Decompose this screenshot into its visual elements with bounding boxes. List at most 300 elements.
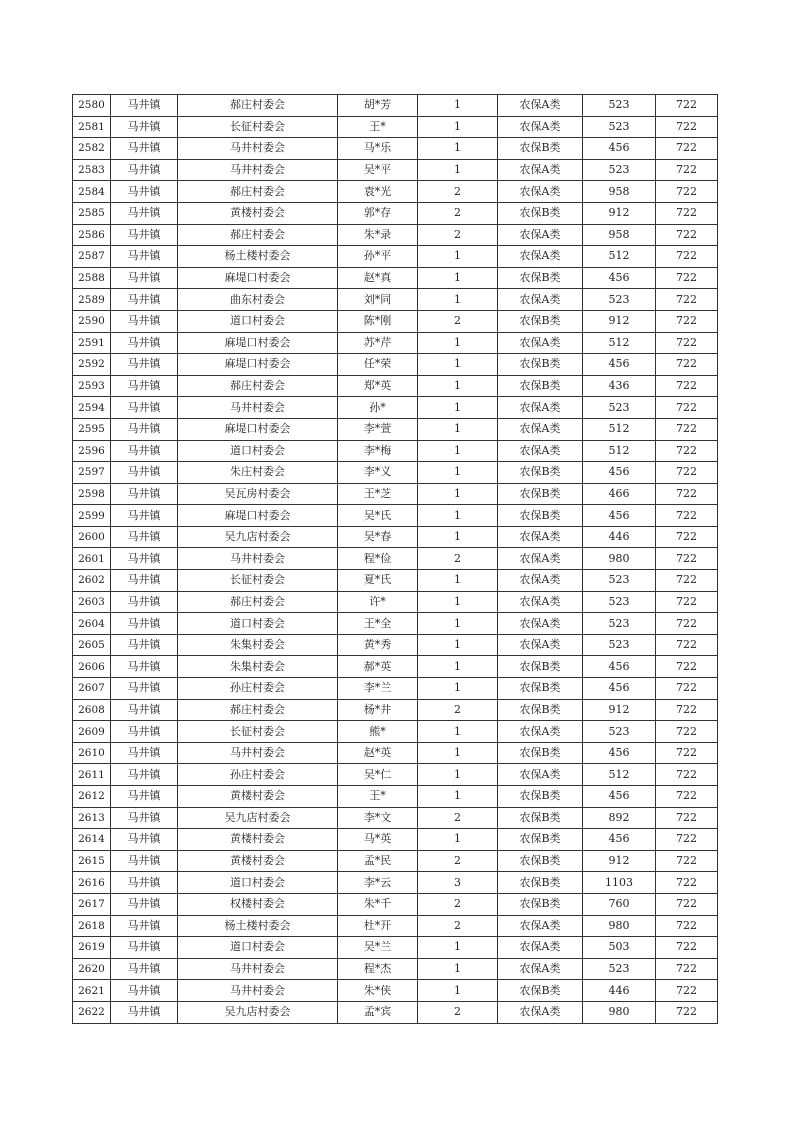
cell-insurance-category: 农保B类	[498, 699, 583, 721]
cell-name: 朱*侠	[338, 980, 418, 1002]
cell-standard: 722	[656, 893, 718, 915]
cell-amount: 912	[583, 699, 656, 721]
cell-town: 马井镇	[111, 181, 178, 203]
table-row	[73, 634, 718, 656]
cell-household-size: 1	[418, 634, 498, 656]
cell-town: 马井镇	[111, 980, 178, 1002]
cell-household-size: 2	[418, 893, 498, 915]
cell-amount: 512	[583, 440, 656, 462]
table-row	[73, 332, 718, 354]
cell-village-committee: 道口村委会	[178, 872, 338, 894]
cell-name: 刘*同	[338, 289, 418, 311]
cell-name: 杜*开	[338, 915, 418, 937]
cell-town: 马井镇	[111, 678, 178, 700]
cell-village-committee: 长征村委会	[178, 116, 338, 138]
cell-standard: 722	[656, 138, 718, 160]
cell-amount: 456	[583, 742, 656, 764]
cell-village-committee: 麻堤口村委会	[178, 505, 338, 527]
cell-insurance-category: 农保B类	[498, 202, 583, 224]
cell-standard: 722	[656, 1001, 718, 1023]
cell-standard: 722	[656, 958, 718, 980]
table-row	[73, 656, 718, 678]
cell-insurance-category: 农保A类	[498, 116, 583, 138]
cell-amount: 523	[583, 397, 656, 419]
cell-town: 马井镇	[111, 418, 178, 440]
cell-amount: 523	[583, 570, 656, 592]
cell-town: 马井镇	[111, 289, 178, 311]
cell-insurance-category: 农保A类	[498, 289, 583, 311]
table-body	[73, 95, 718, 1024]
cell-row-number: 2604	[73, 613, 111, 635]
cell-village-committee: 马井村委会	[178, 397, 338, 419]
cell-amount: 512	[583, 332, 656, 354]
cell-standard: 722	[656, 678, 718, 700]
cell-village-committee: 黄楼村委会	[178, 850, 338, 872]
cell-town: 马井镇	[111, 202, 178, 224]
cell-household-size: 2	[418, 181, 498, 203]
table-row	[73, 202, 718, 224]
cell-village-committee: 郝庄村委会	[178, 591, 338, 613]
cell-row-number: 2610	[73, 742, 111, 764]
cell-amount: 958	[583, 181, 656, 203]
cell-household-size: 1	[418, 656, 498, 678]
cell-row-number: 2621	[73, 980, 111, 1002]
cell-standard: 722	[656, 786, 718, 808]
cell-amount: 523	[583, 591, 656, 613]
cell-name: 赵*英	[338, 742, 418, 764]
cell-insurance-category: 农保B类	[498, 505, 583, 527]
cell-name: 苏*芹	[338, 332, 418, 354]
cell-insurance-category: 农保B类	[498, 138, 583, 160]
cell-town: 马井镇	[111, 634, 178, 656]
cell-insurance-category: 农保A类	[498, 440, 583, 462]
cell-standard: 722	[656, 872, 718, 894]
cell-amount: 523	[583, 95, 656, 117]
cell-town: 马井镇	[111, 721, 178, 743]
cell-village-committee: 权楼村委会	[178, 893, 338, 915]
cell-standard: 722	[656, 440, 718, 462]
cell-amount: 456	[583, 505, 656, 527]
cell-row-number: 2594	[73, 397, 111, 419]
cell-standard: 722	[656, 570, 718, 592]
cell-insurance-category: 农保B类	[498, 656, 583, 678]
table-row	[73, 591, 718, 613]
cell-insurance-category: 农保B类	[498, 354, 583, 376]
cell-village-committee: 麻堤口村委会	[178, 267, 338, 289]
cell-town: 马井镇	[111, 375, 178, 397]
cell-amount: 958	[583, 224, 656, 246]
cell-village-committee: 马井村委会	[178, 958, 338, 980]
cell-standard: 722	[656, 548, 718, 570]
cell-amount: 503	[583, 937, 656, 959]
cell-row-number: 2608	[73, 699, 111, 721]
cell-row-number: 2589	[73, 289, 111, 311]
cell-standard: 722	[656, 613, 718, 635]
table-row	[73, 440, 718, 462]
table-row	[73, 721, 718, 743]
cell-name: 李*云	[338, 872, 418, 894]
cell-name: 孟*宾	[338, 1001, 418, 1023]
cell-town: 马井镇	[111, 1001, 178, 1023]
table-row	[73, 289, 718, 311]
cell-amount: 512	[583, 246, 656, 268]
cell-row-number: 2592	[73, 354, 111, 376]
cell-standard: 722	[656, 202, 718, 224]
cell-row-number: 2611	[73, 764, 111, 786]
table-row	[73, 570, 718, 592]
cell-amount: 912	[583, 310, 656, 332]
cell-standard: 722	[656, 699, 718, 721]
table-row	[73, 613, 718, 635]
cell-amount: 456	[583, 354, 656, 376]
cell-village-committee: 长征村委会	[178, 721, 338, 743]
cell-row-number: 2605	[73, 634, 111, 656]
cell-standard: 722	[656, 980, 718, 1002]
cell-amount: 912	[583, 202, 656, 224]
cell-row-number: 2622	[73, 1001, 111, 1023]
cell-town: 马井镇	[111, 872, 178, 894]
cell-village-committee: 马井村委会	[178, 742, 338, 764]
cell-name: 孟*民	[338, 850, 418, 872]
cell-household-size: 1	[418, 267, 498, 289]
cell-amount: 456	[583, 829, 656, 851]
cell-standard: 722	[656, 462, 718, 484]
cell-town: 马井镇	[111, 591, 178, 613]
table-row	[73, 786, 718, 808]
cell-amount: 466	[583, 483, 656, 505]
cell-household-size: 1	[418, 332, 498, 354]
cell-insurance-category: 农保A类	[498, 332, 583, 354]
cell-household-size: 1	[418, 483, 498, 505]
cell-standard: 722	[656, 246, 718, 268]
cell-row-number: 2617	[73, 893, 111, 915]
cell-household-size: 2	[418, 310, 498, 332]
cell-amount: 523	[583, 289, 656, 311]
cell-household-size: 1	[418, 95, 498, 117]
table-row	[73, 138, 718, 160]
cell-name: 程*俭	[338, 548, 418, 570]
cell-household-size: 1	[418, 440, 498, 462]
cell-row-number: 2598	[73, 483, 111, 505]
cell-insurance-category: 农保A类	[498, 764, 583, 786]
cell-household-size: 1	[418, 505, 498, 527]
cell-town: 马井镇	[111, 397, 178, 419]
cell-town: 马井镇	[111, 958, 178, 980]
table-row	[73, 807, 718, 829]
cell-amount: 456	[583, 786, 656, 808]
cell-household-size: 2	[418, 1001, 498, 1023]
cell-name: 郝*英	[338, 656, 418, 678]
cell-name: 王*芝	[338, 483, 418, 505]
table-row	[73, 893, 718, 915]
cell-household-size: 1	[418, 678, 498, 700]
data-table	[72, 94, 718, 1024]
cell-town: 马井镇	[111, 656, 178, 678]
cell-name: 王*	[338, 786, 418, 808]
cell-town: 马井镇	[111, 893, 178, 915]
table-row	[73, 850, 718, 872]
cell-town: 马井镇	[111, 267, 178, 289]
cell-insurance-category: 农保B类	[498, 786, 583, 808]
table-row	[73, 354, 718, 376]
cell-row-number: 2618	[73, 915, 111, 937]
cell-town: 马井镇	[111, 829, 178, 851]
cell-village-committee: 孙庄村委会	[178, 678, 338, 700]
cell-name: 李*文	[338, 807, 418, 829]
cell-row-number: 2599	[73, 505, 111, 527]
table-row	[73, 159, 718, 181]
table-row	[73, 505, 718, 527]
cell-name: 马*乐	[338, 138, 418, 160]
cell-standard: 722	[656, 656, 718, 678]
cell-row-number: 2597	[73, 462, 111, 484]
cell-amount: 892	[583, 807, 656, 829]
cell-name: 吴*春	[338, 526, 418, 548]
cell-insurance-category: 农保B类	[498, 807, 583, 829]
table-row	[73, 418, 718, 440]
cell-amount: 523	[583, 958, 656, 980]
cell-town: 马井镇	[111, 613, 178, 635]
cell-village-committee: 郝庄村委会	[178, 95, 338, 117]
cell-standard: 722	[656, 742, 718, 764]
cell-standard: 722	[656, 375, 718, 397]
cell-household-size: 3	[418, 872, 498, 894]
cell-village-committee: 麻堤口村委会	[178, 418, 338, 440]
table-row	[73, 764, 718, 786]
cell-village-committee: 黄楼村委会	[178, 786, 338, 808]
cell-name: 李*义	[338, 462, 418, 484]
cell-household-size: 1	[418, 246, 498, 268]
cell-row-number: 2606	[73, 656, 111, 678]
cell-row-number: 2590	[73, 310, 111, 332]
cell-village-committee: 朱集村委会	[178, 656, 338, 678]
cell-name: 黄*秀	[338, 634, 418, 656]
cell-name: 许*	[338, 591, 418, 613]
cell-household-size: 1	[418, 937, 498, 959]
cell-village-committee: 杨土楼村委会	[178, 915, 338, 937]
table-row	[73, 872, 718, 894]
cell-town: 马井镇	[111, 850, 178, 872]
cell-amount: 523	[583, 613, 656, 635]
cell-name: 王*全	[338, 613, 418, 635]
cell-name: 朱*千	[338, 893, 418, 915]
cell-town: 马井镇	[111, 937, 178, 959]
cell-row-number: 2587	[73, 246, 111, 268]
cell-name: 李*梅	[338, 440, 418, 462]
table-row	[73, 937, 718, 959]
cell-name: 吴*兰	[338, 937, 418, 959]
cell-amount: 980	[583, 915, 656, 937]
cell-insurance-category: 农保A类	[498, 397, 583, 419]
cell-amount: 456	[583, 678, 656, 700]
cell-household-size: 1	[418, 462, 498, 484]
cell-amount: 523	[583, 159, 656, 181]
cell-amount: 512	[583, 764, 656, 786]
cell-insurance-category: 农保A类	[498, 570, 583, 592]
cell-household-size: 1	[418, 418, 498, 440]
cell-row-number: 2601	[73, 548, 111, 570]
cell-name: 赵*真	[338, 267, 418, 289]
cell-row-number: 2595	[73, 418, 111, 440]
cell-name: 孙*平	[338, 246, 418, 268]
cell-row-number: 2580	[73, 95, 111, 117]
cell-row-number: 2614	[73, 829, 111, 851]
cell-household-size: 2	[418, 915, 498, 937]
cell-insurance-category: 农保A类	[498, 591, 583, 613]
cell-standard: 722	[656, 310, 718, 332]
table-row	[73, 1001, 718, 1023]
cell-row-number: 2615	[73, 850, 111, 872]
cell-village-committee: 黄楼村委会	[178, 829, 338, 851]
cell-household-size: 1	[418, 721, 498, 743]
cell-row-number: 2612	[73, 786, 111, 808]
cell-row-number: 2588	[73, 267, 111, 289]
cell-household-size: 1	[418, 289, 498, 311]
cell-name: 胡*芳	[338, 95, 418, 117]
cell-standard: 722	[656, 937, 718, 959]
table-row	[73, 462, 718, 484]
cell-town: 马井镇	[111, 505, 178, 527]
table-row	[73, 267, 718, 289]
cell-name: 陈*刚	[338, 310, 418, 332]
cell-town: 马井镇	[111, 548, 178, 570]
cell-household-size: 1	[418, 138, 498, 160]
table-row	[73, 980, 718, 1002]
cell-household-size: 2	[418, 699, 498, 721]
cell-name: 程*杰	[338, 958, 418, 980]
cell-amount: 456	[583, 138, 656, 160]
cell-insurance-category: 农保B类	[498, 310, 583, 332]
cell-insurance-category: 农保B类	[498, 483, 583, 505]
cell-row-number: 2602	[73, 570, 111, 592]
cell-insurance-category: 农保B类	[498, 678, 583, 700]
cell-name: 李*萱	[338, 418, 418, 440]
cell-name: 李*兰	[338, 678, 418, 700]
cell-household-size: 2	[418, 850, 498, 872]
cell-household-size: 1	[418, 829, 498, 851]
cell-standard: 722	[656, 354, 718, 376]
cell-town: 马井镇	[111, 462, 178, 484]
table-row	[73, 397, 718, 419]
cell-insurance-category: 农保A类	[498, 181, 583, 203]
cell-household-size: 2	[418, 224, 498, 246]
cell-standard: 722	[656, 829, 718, 851]
cell-insurance-category: 农保A类	[498, 613, 583, 635]
cell-insurance-category: 农保B类	[498, 829, 583, 851]
cell-village-committee: 吴九店村委会	[178, 807, 338, 829]
cell-town: 马井镇	[111, 526, 178, 548]
table-row	[73, 246, 718, 268]
cell-town: 马井镇	[111, 224, 178, 246]
cell-standard: 722	[656, 850, 718, 872]
cell-row-number: 2593	[73, 375, 111, 397]
cell-row-number: 2584	[73, 181, 111, 203]
cell-insurance-category: 农保B类	[498, 980, 583, 1002]
cell-town: 马井镇	[111, 742, 178, 764]
cell-standard: 722	[656, 159, 718, 181]
cell-name: 朱*录	[338, 224, 418, 246]
cell-village-committee: 郝庄村委会	[178, 375, 338, 397]
cell-household-size: 1	[418, 570, 498, 592]
table-row	[73, 699, 718, 721]
cell-village-committee: 朱庄村委会	[178, 462, 338, 484]
cell-insurance-category: 农保A类	[498, 95, 583, 117]
cell-insurance-category: 农保B类	[498, 267, 583, 289]
cell-name: 吴*氏	[338, 505, 418, 527]
cell-household-size: 1	[418, 742, 498, 764]
cell-standard: 722	[656, 764, 718, 786]
cell-village-committee: 吴瓦房村委会	[178, 483, 338, 505]
cell-town: 马井镇	[111, 138, 178, 160]
cell-insurance-category: 农保A类	[498, 418, 583, 440]
cell-insurance-category: 农保A类	[498, 958, 583, 980]
table-row	[73, 958, 718, 980]
cell-village-committee: 马井村委会	[178, 138, 338, 160]
cell-town: 马井镇	[111, 332, 178, 354]
cell-standard: 722	[656, 591, 718, 613]
cell-household-size: 1	[418, 354, 498, 376]
cell-row-number: 2585	[73, 202, 111, 224]
cell-village-committee: 孙庄村委会	[178, 764, 338, 786]
cell-insurance-category: 农保B类	[498, 893, 583, 915]
cell-household-size: 1	[418, 375, 498, 397]
cell-name: 王*	[338, 116, 418, 138]
cell-insurance-category: 农保A类	[498, 634, 583, 656]
cell-row-number: 2581	[73, 116, 111, 138]
cell-household-size: 1	[418, 980, 498, 1002]
cell-standard: 722	[656, 418, 718, 440]
cell-standard: 722	[656, 397, 718, 419]
cell-amount: 446	[583, 980, 656, 1002]
cell-amount: 760	[583, 893, 656, 915]
cell-row-number: 2607	[73, 678, 111, 700]
cell-village-committee: 曲东村委会	[178, 289, 338, 311]
cell-insurance-category: 农保A类	[498, 246, 583, 268]
cell-row-number: 2613	[73, 807, 111, 829]
cell-town: 马井镇	[111, 807, 178, 829]
cell-village-committee: 郝庄村委会	[178, 699, 338, 721]
cell-name: 孙*	[338, 397, 418, 419]
cell-insurance-category: 农保A类	[498, 224, 583, 246]
cell-amount: 456	[583, 267, 656, 289]
cell-amount: 523	[583, 634, 656, 656]
cell-village-committee: 马井村委会	[178, 980, 338, 1002]
cell-household-size: 2	[418, 202, 498, 224]
cell-town: 马井镇	[111, 786, 178, 808]
cell-standard: 722	[656, 332, 718, 354]
cell-standard: 722	[656, 505, 718, 527]
cell-village-committee: 吴九店村委会	[178, 1001, 338, 1023]
cell-amount: 1103	[583, 872, 656, 894]
cell-town: 马井镇	[111, 116, 178, 138]
cell-name: 郭*存	[338, 202, 418, 224]
cell-village-committee: 郝庄村委会	[178, 224, 338, 246]
table-row	[73, 375, 718, 397]
table-row	[73, 548, 718, 570]
cell-amount: 512	[583, 418, 656, 440]
cell-village-committee: 道口村委会	[178, 613, 338, 635]
cell-row-number: 2620	[73, 958, 111, 980]
cell-row-number: 2583	[73, 159, 111, 181]
cell-village-committee: 马井村委会	[178, 548, 338, 570]
cell-town: 马井镇	[111, 159, 178, 181]
table-row	[73, 95, 718, 117]
cell-name: 任*荣	[338, 354, 418, 376]
cell-amount: 980	[583, 1001, 656, 1023]
cell-standard: 722	[656, 526, 718, 548]
table-row	[73, 678, 718, 700]
table-row	[73, 116, 718, 138]
